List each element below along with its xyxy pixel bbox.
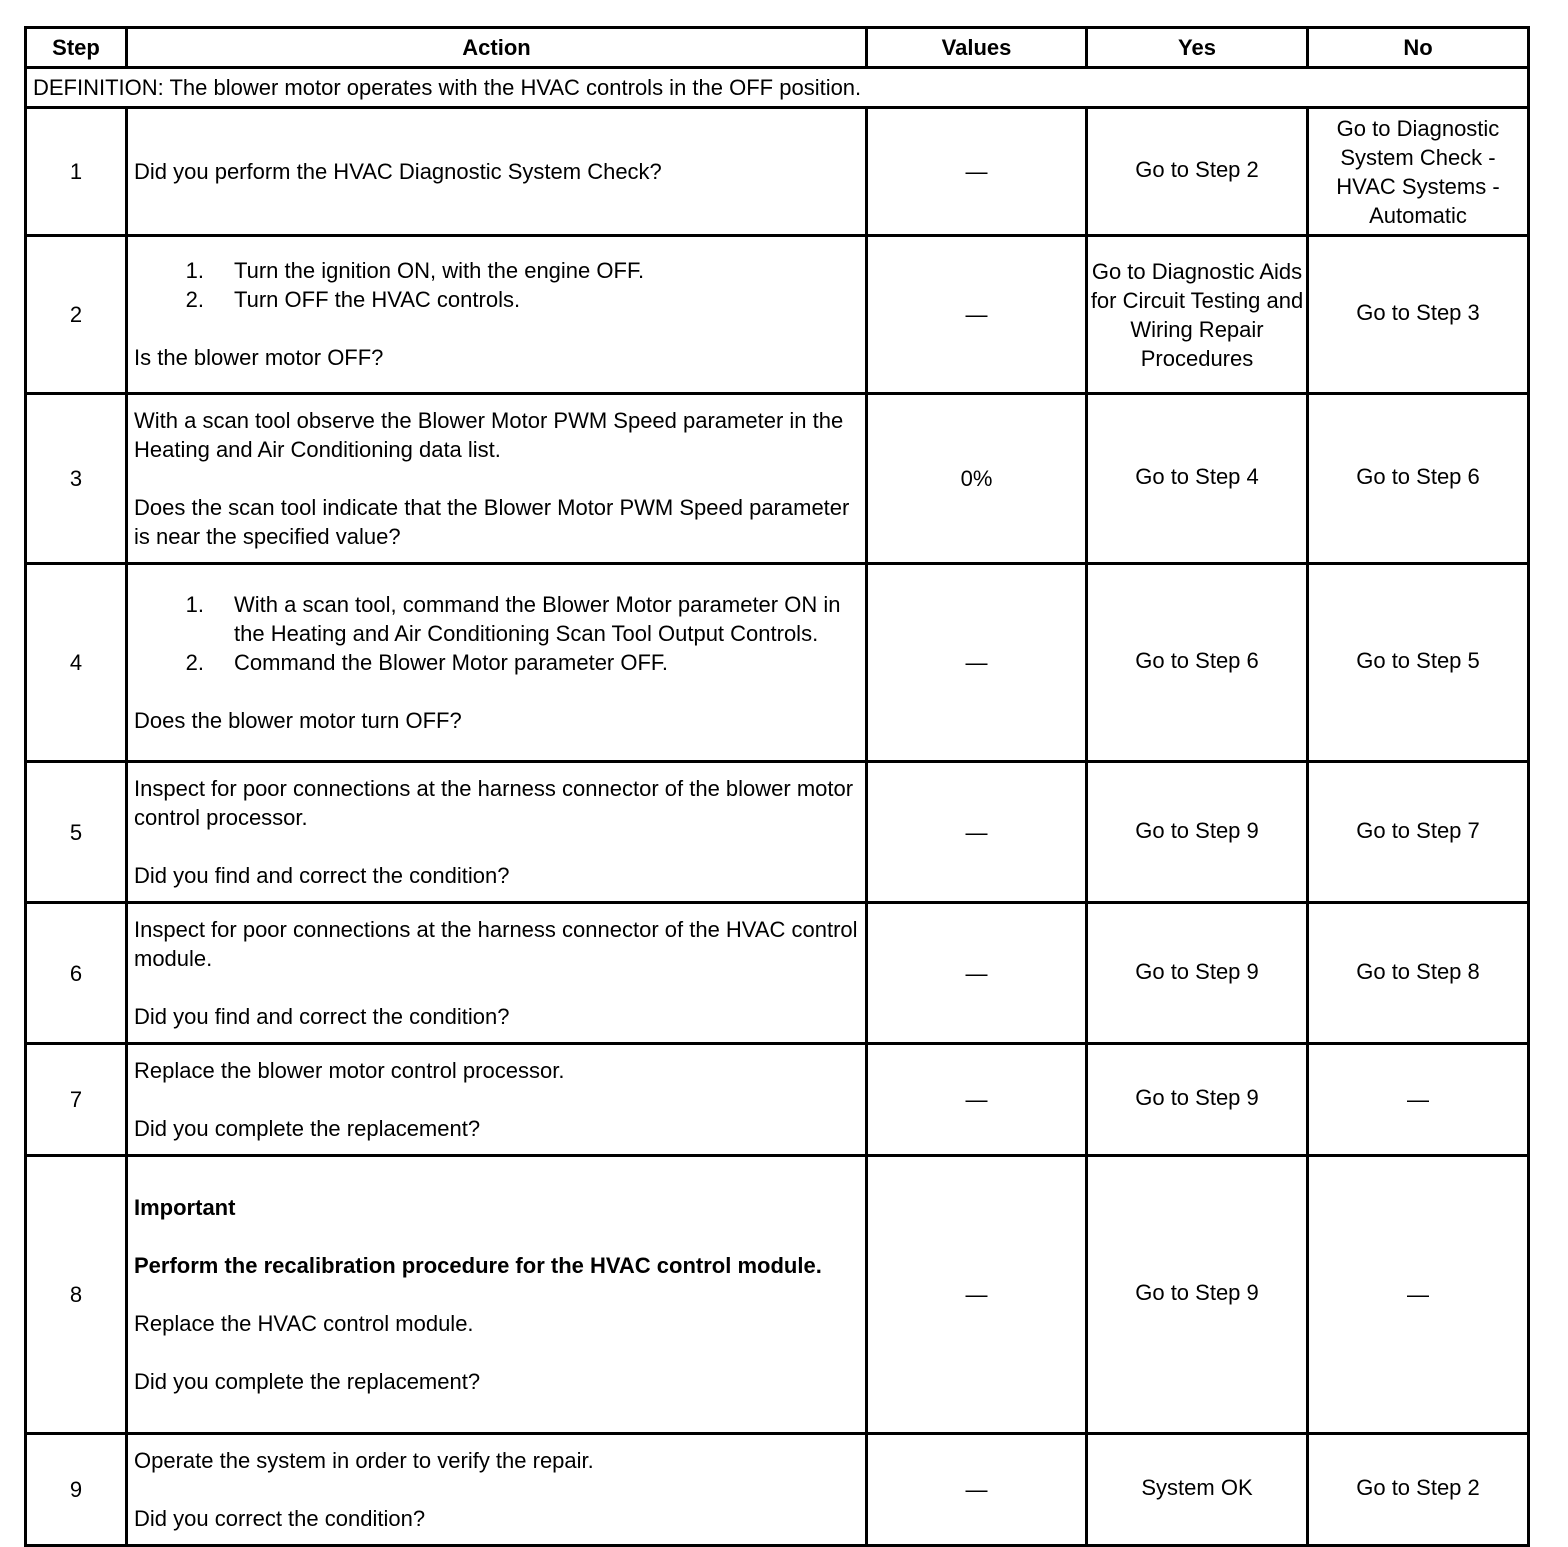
no-cell: Go to Step 6 (1308, 394, 1529, 564)
no-cell: Go to Step 8 (1308, 903, 1529, 1044)
action-text: Operate the system in order to verify the repair. (134, 1447, 594, 1473)
step-number: 2 (26, 236, 127, 394)
table-row (26, 394, 1529, 564)
step-number: 6 (26, 903, 127, 1044)
header-no: No (1308, 28, 1529, 68)
values-cell: — (867, 903, 1087, 1044)
action-list (134, 256, 859, 314)
action-list (134, 590, 859, 677)
yes-cell: Go to Step 2 (1087, 108, 1308, 236)
table-row (26, 903, 1529, 1044)
no-cell: — (1308, 1156, 1529, 1434)
step-number: 4 (26, 564, 127, 762)
table-row (26, 564, 1529, 762)
yes-cell: Go to Step 4 (1087, 394, 1308, 564)
header-yes: Yes (1087, 28, 1308, 68)
values-cell: — (867, 762, 1087, 903)
no-cell: Go to Step 2 (1308, 1434, 1529, 1546)
list-item: 2. Command the Blower Motor parameter OFF. (185, 649, 669, 675)
action-question: Does the blower motor turn OFF? (134, 707, 462, 733)
definition-row (26, 68, 1529, 108)
no-cell: Go to Diagnostic System Check - HVAC Systems - Automatic (1308, 108, 1529, 236)
important-text: Perform the recalibration procedure for the HVAC control module. (134, 1252, 822, 1278)
action-text: Inspect for poor connections at the harness connector of the HVAC control module. (134, 916, 858, 971)
table-row (26, 1156, 1529, 1434)
table-row (26, 1044, 1529, 1156)
action-question: Does the scan tool indicate that the Blower Motor PWM Speed parameter is near the specified value? (134, 494, 850, 549)
action-question: Did you complete the replacement? (134, 1115, 481, 1141)
header-action: Action (127, 28, 867, 68)
yes-cell: Go to Step 9 (1087, 762, 1308, 903)
action-question: Did you complete the replacement? (134, 1368, 481, 1394)
action-question: Is the blower motor OFF? (134, 345, 384, 370)
step-number: 9 (26, 1434, 127, 1546)
yes-cell: Go to Step 9 (1087, 1156, 1308, 1434)
yes-cell: Go to Step 6 (1087, 564, 1308, 762)
action-cell (127, 1156, 867, 1434)
yes-cell: Go to Diagnostic Aids for Circuit Testing and Wiring Repair Procedures (1087, 236, 1308, 394)
action-cell (127, 1044, 867, 1156)
action-cell (127, 903, 867, 1044)
no-cell: Go to Step 7 (1308, 762, 1529, 903)
action-text: Replace the blower motor control processor. (134, 1057, 565, 1083)
no-cell: Go to Step 3 (1308, 236, 1529, 394)
step-number: 1 (26, 108, 127, 236)
table-row (26, 236, 1529, 394)
yes-cell: Go to Step 9 (1087, 1044, 1308, 1156)
action-cell (127, 108, 867, 236)
step-number: 5 (26, 762, 127, 903)
list-item: 1. Turn the ignition ON, with the engine OFF. (185, 258, 645, 283)
no-cell: — (1308, 1044, 1529, 1156)
action-cell (127, 762, 867, 903)
yes-cell: System OK (1087, 1434, 1308, 1546)
values-cell: — (867, 1044, 1087, 1156)
action-cell (127, 394, 867, 564)
values-cell: — (867, 564, 1087, 762)
important-heading: Important (134, 1194, 236, 1220)
table-row (26, 1434, 1529, 1546)
values-cell: — (867, 1434, 1087, 1546)
action-cell (127, 236, 867, 394)
action-text: Did you perform the HVAC Diagnostic System Check? (134, 158, 662, 184)
action-question: Did you find and correct the condition? (134, 862, 510, 888)
action-text: With a scan tool observe the Blower Motor PWM Speed parameter in the Heating and Air Conditioning data list. (134, 407, 844, 462)
definition-text: DEFINITION: The blower motor operates with the HVAC controls in the OFF position. (26, 68, 1529, 108)
list-item: 2. Turn OFF the HVAC controls. (185, 287, 521, 312)
action-question: Did you find and correct the condition? (134, 1003, 510, 1029)
values-cell: — (867, 108, 1087, 236)
no-cell: Go to Step 5 (1308, 564, 1529, 762)
action-text: Replace the HVAC control module. (134, 1310, 474, 1336)
header-step: Step (26, 28, 127, 68)
step-number: 3 (26, 394, 127, 564)
values-cell: — (867, 236, 1087, 394)
action-cell (127, 1434, 867, 1546)
table-row (26, 762, 1529, 903)
header-row (26, 28, 1529, 68)
list-item: 1. With a scan tool, command the Blower Motor parameter ON in the Heating and Air Conditioning Scan Tool Output Controls. (185, 591, 841, 646)
step-number: 7 (26, 1044, 127, 1156)
diagnostic-table (24, 26, 1530, 1547)
values-cell: — (867, 1156, 1087, 1434)
yes-cell: Go to Step 9 (1087, 903, 1308, 1044)
header-values: Values (867, 28, 1087, 68)
action-text: Inspect for poor connections at the harness connector of the blower motor control processor. (134, 775, 854, 830)
values-cell: 0% (867, 394, 1087, 564)
action-cell (127, 564, 867, 762)
table-row (26, 108, 1529, 236)
action-question: Did you correct the condition? (134, 1505, 426, 1531)
step-number: 8 (26, 1156, 127, 1434)
